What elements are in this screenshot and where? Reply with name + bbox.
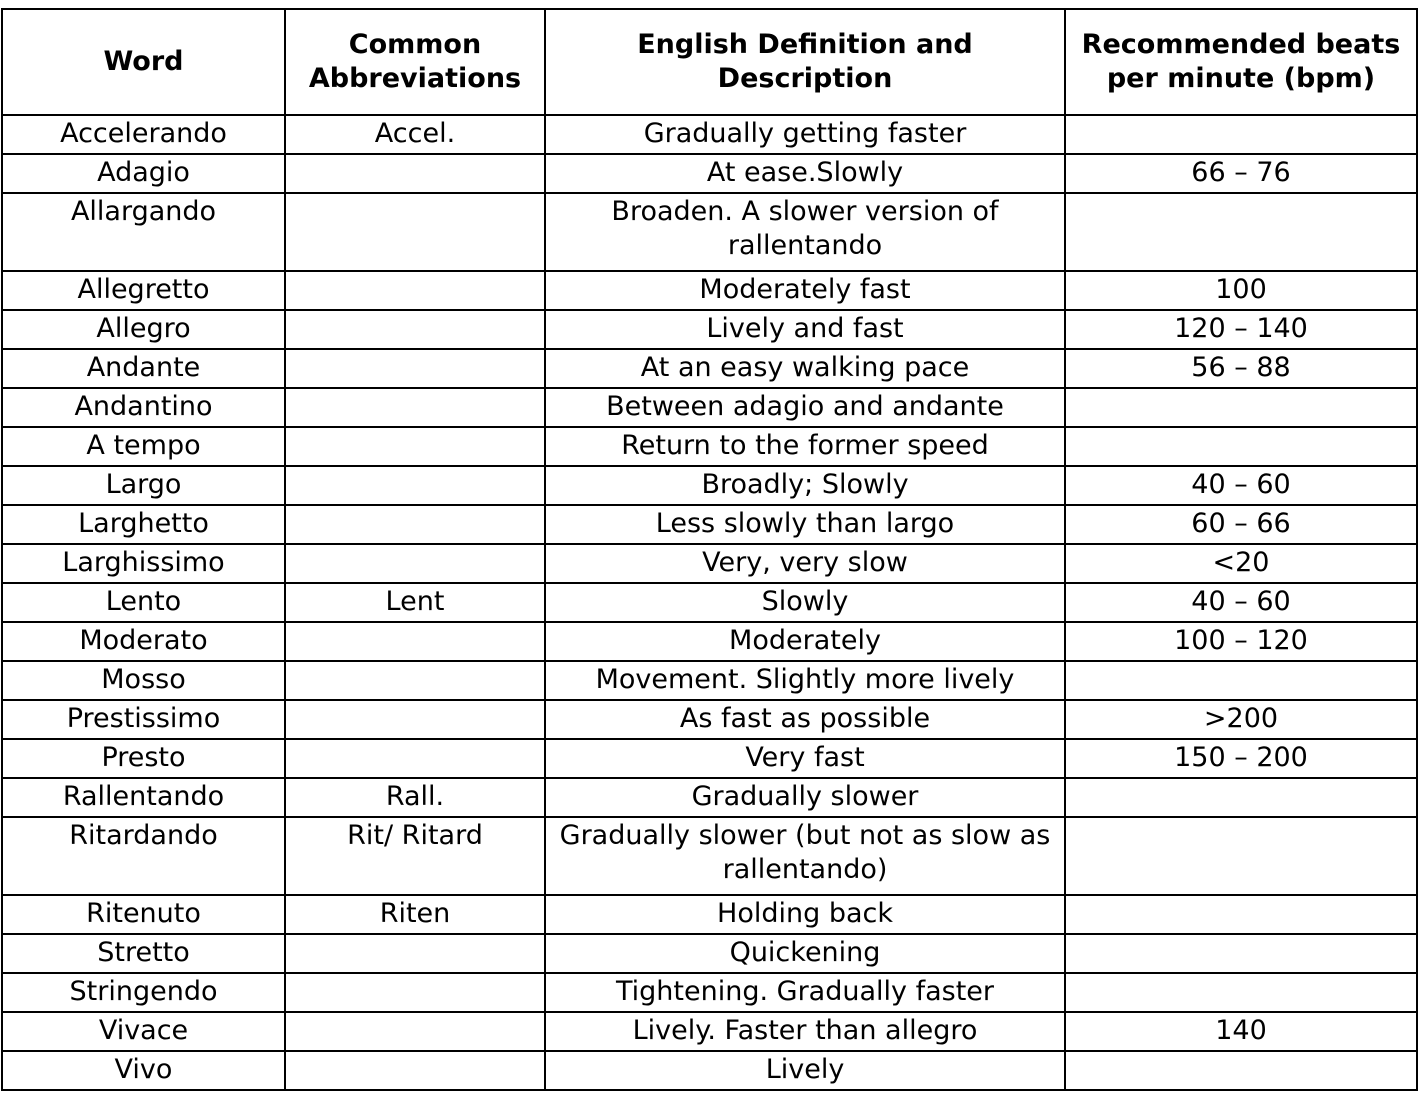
cell-definition: Lively: [545, 1051, 1065, 1090]
cell-bpm: [1065, 973, 1417, 1012]
header-definition: English Definition and Description: [545, 9, 1065, 115]
cell-abbreviation: Rit/ Ritard: [285, 817, 545, 895]
table-row: [2, 427, 1417, 466]
cell-bpm: [1065, 388, 1417, 427]
cell-bpm: 120 – 140: [1065, 310, 1417, 349]
cell-abbreviation: [285, 154, 545, 193]
cell-definition: Less slowly than largo: [545, 505, 1065, 544]
cell-abbreviation: Accel.: [285, 115, 545, 154]
cell-word: Allargando: [2, 193, 285, 271]
cell-definition: Gradually slower: [545, 778, 1065, 817]
table-row: [2, 1051, 1417, 1090]
table-row: [2, 895, 1417, 934]
cell-abbreviation: [285, 544, 545, 583]
table-row: [2, 583, 1417, 622]
cell-abbreviation: [285, 505, 545, 544]
cell-definition: Movement. Slightly more lively: [545, 661, 1065, 700]
cell-definition: Moderately: [545, 622, 1065, 661]
cell-definition: Gradually getting faster: [545, 115, 1065, 154]
header-abbreviations: Common Abbreviations: [285, 9, 545, 115]
cell-bpm: [1065, 115, 1417, 154]
table-row: [2, 973, 1417, 1012]
cell-word: Presto: [2, 739, 285, 778]
cell-word: Mosso: [2, 661, 285, 700]
cell-bpm: 100: [1065, 271, 1417, 310]
cell-bpm: 140: [1065, 1012, 1417, 1051]
cell-abbreviation: Rall.: [285, 778, 545, 817]
cell-abbreviation: [285, 427, 545, 466]
table-row: [2, 466, 1417, 505]
cell-definition: Tightening. Gradually faster: [545, 973, 1065, 1012]
cell-word: Vivace: [2, 1012, 285, 1051]
cell-word: Adagio: [2, 154, 285, 193]
table-row: [2, 622, 1417, 661]
cell-definition: Moderately fast: [545, 271, 1065, 310]
tempo-terms-table: [1, 8, 1418, 1091]
cell-word: Andante: [2, 349, 285, 388]
cell-definition: Between adagio and andante: [545, 388, 1065, 427]
cell-word: Larghetto: [2, 505, 285, 544]
cell-definition: Holding back: [545, 895, 1065, 934]
cell-bpm: [1065, 817, 1417, 895]
cell-abbreviation: [285, 622, 545, 661]
header-row: [2, 9, 1417, 115]
cell-word: Largo: [2, 466, 285, 505]
cell-word: Prestissimo: [2, 700, 285, 739]
cell-word: Vivo: [2, 1051, 285, 1090]
table-row: [2, 115, 1417, 154]
cell-word: Ritardando: [2, 817, 285, 895]
cell-bpm: 40 – 60: [1065, 466, 1417, 505]
cell-bpm: [1065, 661, 1417, 700]
cell-definition: Return to the former speed: [545, 427, 1065, 466]
cell-word: Lento: [2, 583, 285, 622]
cell-bpm: 40 – 60: [1065, 583, 1417, 622]
cell-definition: Very fast: [545, 739, 1065, 778]
cell-bpm: [1065, 1051, 1417, 1090]
cell-bpm: [1065, 193, 1417, 271]
table-row: [2, 349, 1417, 388]
table-row: [2, 778, 1417, 817]
cell-abbreviation: [285, 700, 545, 739]
table-row: [2, 661, 1417, 700]
cell-bpm: 150 – 200: [1065, 739, 1417, 778]
cell-definition: Slowly: [545, 583, 1065, 622]
cell-word: Accelerando: [2, 115, 285, 154]
table-row: [2, 817, 1417, 895]
cell-word: Larghissimo: [2, 544, 285, 583]
table-row: [2, 388, 1417, 427]
cell-word: Moderato: [2, 622, 285, 661]
table-row: [2, 154, 1417, 193]
table-row: [2, 544, 1417, 583]
table-row: [2, 505, 1417, 544]
cell-definition: Broadly; Slowly: [545, 466, 1065, 505]
table-row: [2, 310, 1417, 349]
table-row: [2, 271, 1417, 310]
table-row: [2, 934, 1417, 973]
table-row: [2, 700, 1417, 739]
table-row: [2, 193, 1417, 271]
cell-definition: At ease.Slowly: [545, 154, 1065, 193]
cell-abbreviation: [285, 739, 545, 778]
cell-word: Ritenuto: [2, 895, 285, 934]
cell-abbreviation: [285, 388, 545, 427]
cell-bpm: >200: [1065, 700, 1417, 739]
cell-abbreviation: Lent: [285, 583, 545, 622]
cell-word: Allegro: [2, 310, 285, 349]
cell-word: Allegretto: [2, 271, 285, 310]
cell-abbreviation: [285, 271, 545, 310]
cell-definition: Gradually slower (but not as slow as rallentando): [545, 817, 1065, 895]
cell-bpm: [1065, 427, 1417, 466]
cell-definition: At an easy walking pace: [545, 349, 1065, 388]
table-header: [2, 9, 1417, 115]
cell-bpm: [1065, 895, 1417, 934]
table-row: [2, 1012, 1417, 1051]
cell-bpm: <20: [1065, 544, 1417, 583]
cell-word: Stretto: [2, 934, 285, 973]
cell-bpm: 56 – 88: [1065, 349, 1417, 388]
cell-definition: Lively and fast: [545, 310, 1065, 349]
cell-abbreviation: [285, 1051, 545, 1090]
cell-abbreviation: [285, 310, 545, 349]
cell-bpm: 66 – 76: [1065, 154, 1417, 193]
cell-abbreviation: [285, 973, 545, 1012]
table-row: [2, 739, 1417, 778]
cell-abbreviation: [285, 934, 545, 973]
cell-definition: As fast as possible: [545, 700, 1065, 739]
header-bpm: Recommended beats per minute (bpm): [1065, 9, 1417, 115]
cell-abbreviation: [285, 466, 545, 505]
cell-abbreviation: [285, 661, 545, 700]
cell-bpm: 60 – 66: [1065, 505, 1417, 544]
header-word: Word: [2, 9, 285, 115]
cell-abbreviation: [285, 193, 545, 271]
cell-bpm: 100 – 120: [1065, 622, 1417, 661]
cell-word: Andantino: [2, 388, 285, 427]
cell-word: Stringendo: [2, 973, 285, 1012]
table-body: [2, 115, 1417, 1090]
cell-bpm: [1065, 934, 1417, 973]
cell-abbreviation: Riten: [285, 895, 545, 934]
cell-definition: Very, very slow: [545, 544, 1065, 583]
cell-abbreviation: [285, 1012, 545, 1051]
cell-word: A tempo: [2, 427, 285, 466]
cell-abbreviation: [285, 349, 545, 388]
cell-definition: Lively. Faster than allegro: [545, 1012, 1065, 1051]
cell-bpm: [1065, 778, 1417, 817]
cell-definition: Broaden. A slower version of rallentando: [545, 193, 1065, 271]
cell-definition: Quickening: [545, 934, 1065, 973]
cell-word: Rallentando: [2, 778, 285, 817]
